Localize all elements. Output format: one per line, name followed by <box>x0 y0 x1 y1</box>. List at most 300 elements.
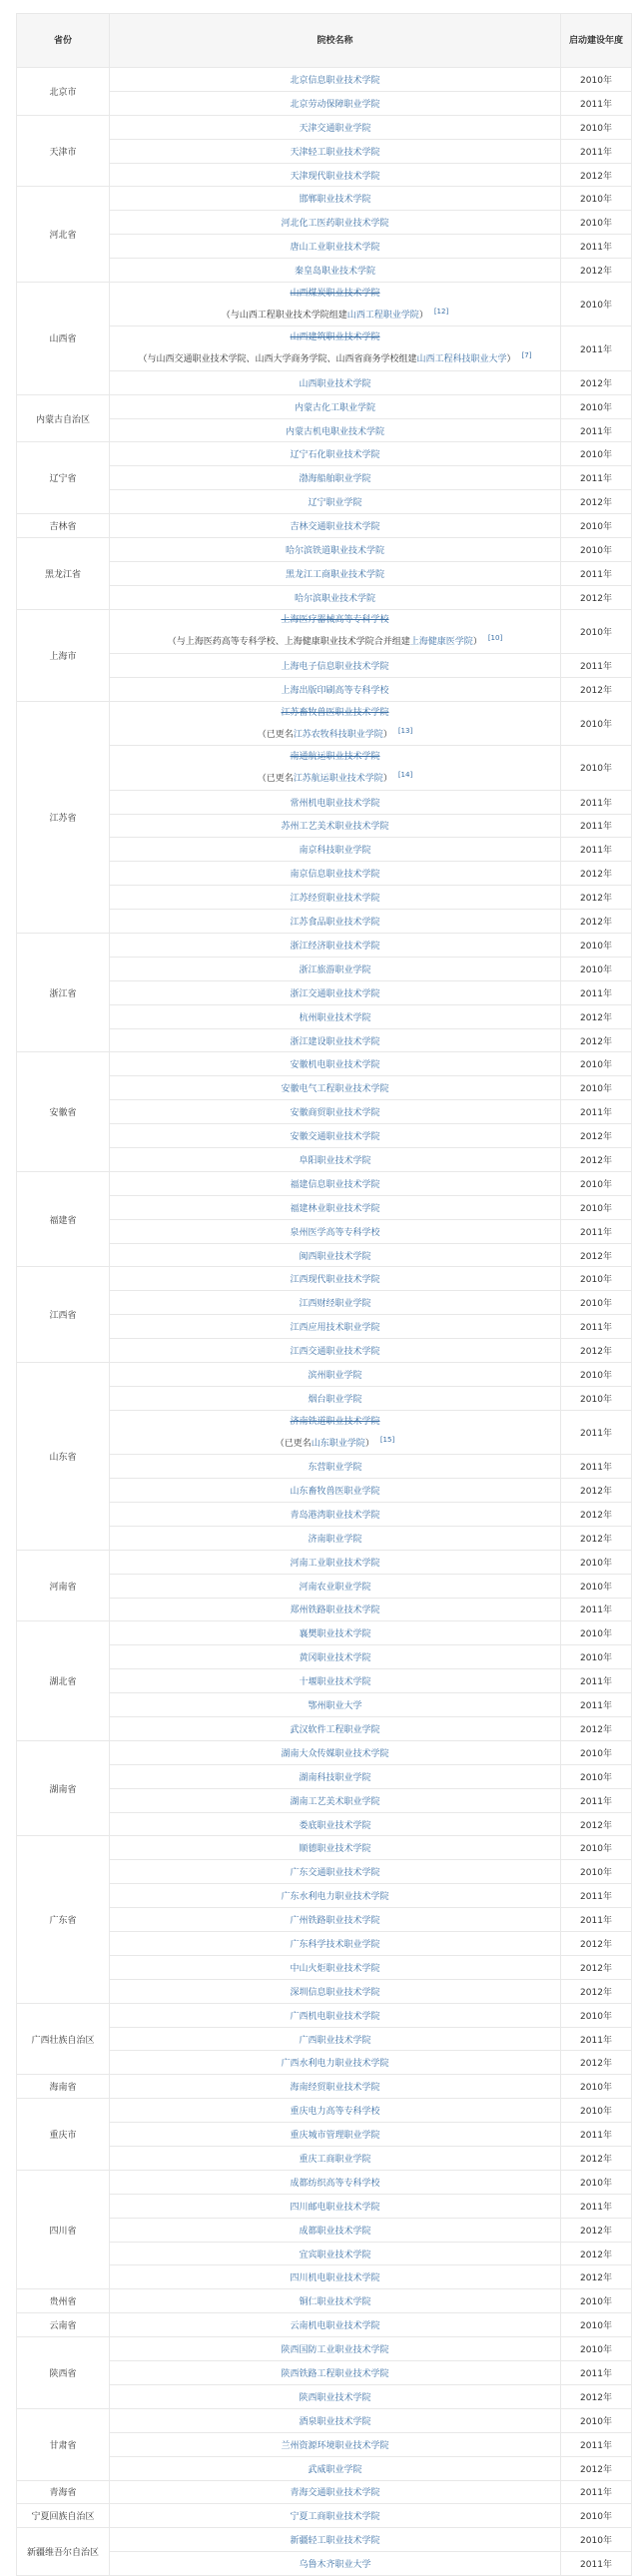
school-note <box>114 629 556 651</box>
school-cell <box>110 677 561 701</box>
province-cell: 山东省 <box>17 1363 110 1551</box>
school-link[interactable]: 杭州职业技术学院 <box>299 1012 371 1023</box>
school-link[interactable]: 福建林业职业技术学院 <box>290 1203 380 1214</box>
year-cell: 2012年 <box>561 2218 632 2242</box>
province-cell: 浙江省 <box>17 934 110 1052</box>
note-text: （与山西工程职业技术学院组建 <box>221 310 347 321</box>
school-cell <box>110 2194 561 2218</box>
year-cell: 2010年 <box>561 1764 632 1788</box>
year-cell: 2011年 <box>561 1598 632 1621</box>
school-link[interactable]: 海南经贸职业技术学院 <box>290 2083 380 2094</box>
school-link[interactable]: 陕西国防工业职业技术学院 <box>281 2345 389 2356</box>
school-link[interactable]: 安徽商贸职业技术学院 <box>290 1108 380 1119</box>
note-text-end: ） <box>418 310 428 321</box>
school-link[interactable]: 河南农业职业学院 <box>299 1582 371 1593</box>
school-link[interactable]: 安徽机电职业技术学院 <box>290 1060 380 1071</box>
year-cell: 2011年 <box>561 418 632 442</box>
school-link[interactable]: 陕西铁路工程职业技术学院 <box>281 2368 389 2379</box>
school-link[interactable]: 武汉软件工程职业学院 <box>290 1724 380 1735</box>
year-cell: 2010年 <box>561 1621 632 1645</box>
table-row <box>17 2003 632 2027</box>
school-cell <box>110 910 561 934</box>
year-cell: 2011年 <box>561 91 632 115</box>
year-cell: 2011年 <box>561 1315 632 1339</box>
province-cell: 海南省 <box>17 2075 110 2099</box>
table-row <box>17 1479 632 1503</box>
table-row <box>17 1219 632 1243</box>
reference-link[interactable]: [13] <box>397 726 413 735</box>
year-cell: 2010年 <box>561 1267 632 1291</box>
year-cell: 2010年 <box>561 1076 632 1100</box>
school-link[interactable]: 天津交通职业学院 <box>299 123 371 134</box>
reference-link[interactable]: [12] <box>433 307 449 316</box>
school-cell <box>110 814 561 838</box>
school-cell <box>110 1621 561 1645</box>
school-link[interactable]: 广东交通职业技术学院 <box>290 1868 380 1879</box>
table-row <box>17 490 632 514</box>
table-row <box>17 2218 632 2242</box>
table-row <box>17 2147 632 2171</box>
table-row <box>17 2194 632 2218</box>
school-link[interactable]: 湖南科技职业学院 <box>299 1772 371 1783</box>
table-row <box>17 980 632 1004</box>
note-school-link[interactable]: 山东职业学院 <box>311 1438 365 1449</box>
year-cell: 2012年 <box>561 1717 632 1741</box>
school-link[interactable]: 上海出版印刷高等专科学校 <box>281 685 389 696</box>
table-row <box>17 2361 632 2385</box>
school-link-former[interactable]: 山西煤炭职业技术学院 <box>290 288 380 299</box>
province-cell: 内蒙古自治区 <box>17 394 110 442</box>
school-cell <box>110 370 561 394</box>
school-cell <box>110 2337 561 2361</box>
table-row <box>17 609 632 653</box>
school-link-former[interactable]: 山西建筑职业技术学院 <box>290 332 380 343</box>
school-cell <box>110 1124 561 1148</box>
note-text: （与山西交通职业技术学院、山西大学商务学院、山西省商务学校组建 <box>138 354 417 365</box>
school-link[interactable]: 陕西职业技术学院 <box>299 2392 371 2403</box>
note-text-end: ） <box>382 729 392 740</box>
table-row <box>17 886 632 910</box>
school-cell <box>110 2170 561 2194</box>
school-cell <box>110 1479 561 1503</box>
note-school-link[interactable]: 上海健康医学院 <box>409 637 473 648</box>
school-cell <box>110 466 561 490</box>
table-row <box>17 370 632 394</box>
school-cell <box>110 1645 561 1669</box>
school-cell <box>110 2528 561 2552</box>
table-row <box>17 538 632 562</box>
school-link[interactable]: 江苏经贸职业技术学院 <box>290 894 380 905</box>
school-cell <box>110 1219 561 1243</box>
school-link[interactable]: 泉州医学高等专科学校 <box>290 1227 380 1238</box>
note-text: （已更名 <box>257 729 294 740</box>
school-cell <box>110 1267 561 1291</box>
school-cell <box>110 2432 561 2456</box>
note-school-link[interactable]: 江苏航运职业技术学院 <box>293 773 383 784</box>
table-row <box>17 1550 632 1574</box>
province-cell: 青海省 <box>17 2480 110 2504</box>
school-link-former[interactable]: 上海医疗器械高等专科学校 <box>281 615 389 626</box>
table-row <box>17 1502 632 1526</box>
table-row <box>17 91 632 115</box>
school-link[interactable]: 江西应用技术职业学院 <box>290 1323 380 1334</box>
school-link[interactable]: 青海交通职业技术学院 <box>290 2488 380 2499</box>
school-link[interactable]: 唐山工业职业技术学院 <box>290 243 380 254</box>
school-link[interactable]: 酒泉职业技术学院 <box>299 2416 371 2427</box>
school-link[interactable]: 天津现代职业技术学院 <box>290 171 380 182</box>
school-cell <box>110 235 561 259</box>
school-link[interactable]: 成都纺织高等专科学校 <box>290 2178 380 2189</box>
school-link[interactable]: 武威职业学院 <box>308 2464 362 2475</box>
school-link[interactable]: 黄冈职业技术学院 <box>299 1653 371 1664</box>
year-cell: 2012年 <box>561 2242 632 2265</box>
school-cell <box>110 538 561 562</box>
year-cell: 2012年 <box>561 163 632 187</box>
table-row <box>17 790 632 814</box>
school-cell <box>110 746 561 790</box>
year-cell: 2011年 <box>561 1788 632 1812</box>
reference-link[interactable]: [10] <box>487 634 503 643</box>
school-link[interactable]: 四川机电职业技术学院 <box>290 2273 380 2284</box>
table-row <box>17 187 632 211</box>
school-link[interactable]: 吉林交通职业技术学院 <box>290 522 380 533</box>
school-link[interactable]: 天津轻工职业技术学院 <box>290 147 380 158</box>
table-row <box>17 561 632 585</box>
year-cell: 2011年 <box>561 2432 632 2456</box>
school-link[interactable]: 安徽电气工程职业技术学院 <box>281 1084 389 1095</box>
school-cell <box>110 2456 561 2480</box>
school-note <box>114 346 556 368</box>
table-row <box>17 466 632 490</box>
note-school-link[interactable]: 江苏农牧科技职业学院 <box>293 729 383 740</box>
school-link[interactable]: 北京信息职业技术学院 <box>290 75 380 86</box>
year-cell: 2010年 <box>561 1645 632 1669</box>
school-cell <box>110 1171 561 1195</box>
school-link[interactable]: 重庆工商职业学院 <box>299 2154 371 2165</box>
province-cell: 广西壮族自治区 <box>17 2003 110 2075</box>
school-cell <box>110 980 561 1004</box>
school-link[interactable]: 山东畜牧兽医职业学院 <box>290 1487 380 1498</box>
table-row <box>17 1669 632 1693</box>
school-cell <box>110 91 561 115</box>
year-cell: 2012年 <box>561 1124 632 1148</box>
year-cell: 2010年 <box>561 934 632 958</box>
table-row <box>17 1908 632 1932</box>
school-link[interactable]: 兰州资源环境职业技术学院 <box>281 2440 389 2451</box>
school-link[interactable]: 阜阳职业技术学院 <box>299 1155 371 1166</box>
year-cell: 2011年 <box>561 235 632 259</box>
school-link[interactable]: 北京劳动保障职业学院 <box>290 99 380 110</box>
province-cell: 黑龙江省 <box>17 538 110 610</box>
school-link[interactable]: 浙江建设职业技术学院 <box>290 1036 380 1047</box>
school-link[interactable]: 浙江交通职业技术学院 <box>290 988 380 999</box>
table-row <box>17 2242 632 2265</box>
school-link[interactable]: 江西交通职业技术学院 <box>290 1347 380 1358</box>
school-cell <box>110 862 561 886</box>
school-link[interactable]: 重庆电力高等专科学校 <box>290 2107 380 2118</box>
table-row <box>17 1171 632 1195</box>
year-cell: 2010年 <box>561 2313 632 2337</box>
school-link[interactable]: 东营职业学院 <box>308 1463 362 1474</box>
table-row <box>17 1693 632 1717</box>
school-cell <box>110 2051 561 2075</box>
school-cell <box>110 1526 561 1550</box>
table-row <box>17 2051 632 2075</box>
table-row <box>17 1315 632 1339</box>
school-link[interactable]: 渤海船舶职业学院 <box>299 474 371 485</box>
school-link[interactable]: 广西职业技术学院 <box>299 2035 371 2046</box>
school-cell <box>110 187 561 211</box>
table-row <box>17 1100 632 1124</box>
table-row <box>17 283 632 326</box>
school-link[interactable]: 河北化工医药职业技术学院 <box>281 219 389 230</box>
year-cell: 2010年 <box>561 2075 632 2099</box>
school-link[interactable]: 济南职业学院 <box>308 1534 362 1545</box>
school-link[interactable]: 重庆城市管理职业学院 <box>290 2131 380 2142</box>
school-cell <box>110 585 561 609</box>
year-cell: 2012年 <box>561 862 632 886</box>
province-cell: 辽宁省 <box>17 442 110 514</box>
school-cell <box>110 2552 561 2576</box>
school-link[interactable]: 福建信息职业技术学院 <box>290 1179 380 1190</box>
table-row <box>17 1124 632 1148</box>
school-link[interactable]: 辽宁石化职业技术学院 <box>290 450 380 461</box>
table-row <box>17 746 632 790</box>
school-cell <box>110 1860 561 1884</box>
note-text: （已更名 <box>257 773 294 784</box>
school-note <box>114 722 556 744</box>
year-cell: 2012年 <box>561 370 632 394</box>
year-cell: 2012年 <box>561 2051 632 2075</box>
school-link[interactable]: 云南机电职业技术学院 <box>290 2321 380 2332</box>
table-row <box>17 139 632 163</box>
year-cell: 2011年 <box>561 1219 632 1243</box>
table-row <box>17 1598 632 1621</box>
school-link[interactable]: 湖南工艺美术职业学院 <box>290 1796 380 1807</box>
school-link[interactable]: 湖南大众传媒职业技术学院 <box>281 1748 389 1759</box>
table-row <box>17 2123 632 2147</box>
school-link[interactable]: 广东水利电力职业技术学院 <box>281 1892 389 1903</box>
school-link-former[interactable]: 济南铁道职业技术学院 <box>290 1416 380 1427</box>
school-link[interactable]: 广州铁路职业技术学院 <box>290 1916 380 1927</box>
school-link[interactable]: 江西财经职业学院 <box>299 1299 371 1310</box>
year-cell: 2012年 <box>561 1148 632 1172</box>
school-cell <box>110 1908 561 1932</box>
school-cell <box>110 163 561 187</box>
school-link[interactable]: 山西职业技术学院 <box>299 378 371 389</box>
table-row <box>17 418 632 442</box>
year-cell: 2010年 <box>561 2408 632 2432</box>
school-link-former[interactable]: 南通航运职业技术学院 <box>290 751 380 762</box>
reference-link[interactable]: [7] <box>521 351 532 360</box>
school-cell <box>110 1740 561 1764</box>
school-cell <box>110 1363 561 1387</box>
school-link[interactable]: 浙江旅游职业学院 <box>299 965 371 975</box>
year-cell: 2011年 <box>561 561 632 585</box>
table-row <box>17 1291 632 1315</box>
year-cell: 2011年 <box>561 326 632 370</box>
school-link[interactable]: 江西现代职业技术学院 <box>290 1275 380 1286</box>
school-cell <box>110 259 561 283</box>
school-cell <box>110 1243 561 1267</box>
school-cell <box>110 1455 561 1479</box>
school-link[interactable]: 中山火炬职业技术学院 <box>290 1963 380 1974</box>
school-link[interactable]: 郑州铁路职业技术学院 <box>290 1606 380 1616</box>
note-text-end: ） <box>364 1438 374 1449</box>
year-cell: 2010年 <box>561 2003 632 2027</box>
province-cell: 上海市 <box>17 609 110 701</box>
year-cell: 2010年 <box>561 609 632 653</box>
table-row <box>17 1836 632 1860</box>
note-text-end: ） <box>506 354 516 365</box>
school-link[interactable]: 常州机电职业技术学院 <box>290 798 380 809</box>
school-cell <box>110 1836 561 1860</box>
province-cell: 新疆维吾尔自治区 <box>17 2528 110 2576</box>
school-cell <box>110 211 561 235</box>
year-cell: 2010年 <box>561 2504 632 2528</box>
school-link[interactable]: 烟台职业学院 <box>308 1394 362 1405</box>
school-cell <box>110 490 561 514</box>
year-cell: 2011年 <box>561 1669 632 1693</box>
school-link[interactable]: 广东科学技术职业学院 <box>290 1939 380 1950</box>
province-cell: 山西省 <box>17 283 110 395</box>
header-school: 院校名称 <box>110 14 561 68</box>
school-link[interactable]: 顺德职业技术学院 <box>299 1844 371 1855</box>
year-cell: 2011年 <box>561 1693 632 1717</box>
school-link[interactable]: 苏州工艺美术职业技术学院 <box>281 822 389 833</box>
school-cell <box>110 1291 561 1315</box>
school-link[interactable]: 内蒙古机电职业技术学院 <box>285 426 384 437</box>
note-text: （与上海医药高等专科学校、上海健康职业技术学院合并组建 <box>167 637 410 648</box>
reference-link[interactable]: [15] <box>379 1435 395 1444</box>
province-cell: 江西省 <box>17 1267 110 1363</box>
school-cell <box>110 2099 561 2123</box>
school-link[interactable]: 铜仁职业技术学院 <box>299 2297 371 2308</box>
reference-link[interactable]: [14] <box>397 770 413 779</box>
school-cell <box>110 2003 561 2027</box>
year-cell: 2010年 <box>561 514 632 538</box>
school-cell <box>110 1386 561 1410</box>
school-cell <box>110 2265 561 2289</box>
table-row <box>17 1455 632 1479</box>
table-row <box>17 2099 632 2123</box>
school-link[interactable]: 宁夏工商职业技术学院 <box>290 2512 380 2523</box>
table-row <box>17 2027 632 2051</box>
school-link[interactable]: 闽西职业技术学院 <box>299 1251 371 1262</box>
school-link[interactable]: 黑龙江工商职业技术学院 <box>285 569 384 580</box>
school-link[interactable]: 哈尔滨铁道职业技术学院 <box>285 545 384 556</box>
year-cell: 2012年 <box>561 1479 632 1503</box>
school-cell <box>110 1100 561 1124</box>
table-row <box>17 394 632 418</box>
school-link[interactable]: 广西水利电力职业技术学院 <box>281 2059 389 2070</box>
province-cell: 贵州省 <box>17 2289 110 2313</box>
school-link[interactable]: 十堰职业技术学院 <box>299 1677 371 1688</box>
table-row <box>17 1764 632 1788</box>
year-cell: 2010年 <box>561 1363 632 1387</box>
table-row <box>17 2408 632 2432</box>
year-cell: 2012年 <box>561 585 632 609</box>
school-cell <box>110 1195 561 1219</box>
school-cell <box>110 1788 561 1812</box>
school-link[interactable]: 深圳信息职业技术学院 <box>290 1987 380 1998</box>
school-note <box>114 766 556 788</box>
school-link[interactable]: 新疆轻工职业技术学院 <box>290 2536 380 2547</box>
school-cell <box>110 2123 561 2147</box>
school-cell <box>110 2218 561 2242</box>
year-cell: 2010年 <box>561 283 632 326</box>
school-link[interactable]: 邯郸职业技术学院 <box>299 195 371 206</box>
school-link[interactable]: 浙江经济职业技术学院 <box>290 941 380 952</box>
table-row <box>17 442 632 466</box>
year-cell: 2010年 <box>561 701 632 745</box>
school-link-former[interactable]: 江苏畜牧兽医职业技术学院 <box>281 707 389 718</box>
table-row <box>17 2432 632 2456</box>
table-row <box>17 1363 632 1387</box>
school-link[interactable]: 乌鲁木齐职业大学 <box>299 2560 371 2571</box>
school-cell <box>110 1669 561 1693</box>
school-cell <box>110 1315 561 1339</box>
table-row <box>17 2170 632 2194</box>
table-row <box>17 1028 632 1052</box>
school-link[interactable]: 南京信息职业技术学院 <box>290 870 380 881</box>
school-link[interactable]: 上海电子信息职业技术学院 <box>281 662 389 673</box>
school-link[interactable]: 南京科技职业学院 <box>299 846 371 857</box>
table-row <box>17 1788 632 1812</box>
table-row <box>17 1955 632 1979</box>
year-cell: 2010年 <box>561 746 632 790</box>
school-link[interactable]: 哈尔滨职业技术学院 <box>294 593 375 604</box>
school-link[interactable]: 广西机电职业技术学院 <box>290 2011 380 2022</box>
school-link[interactable]: 秦皇岛职业技术学院 <box>294 267 375 278</box>
school-cell <box>110 2075 561 2099</box>
table-row <box>17 862 632 886</box>
year-cell: 2012年 <box>561 2384 632 2408</box>
table-row <box>17 326 632 370</box>
school-link[interactable]: 滨州职业学院 <box>308 1370 362 1381</box>
school-link[interactable]: 鄂州职业大学 <box>308 1701 362 1712</box>
school-link[interactable]: 娄底职业技术学院 <box>299 1820 371 1831</box>
school-link[interactable]: 内蒙古化工职业学院 <box>294 402 375 413</box>
year-cell: 2010年 <box>561 394 632 418</box>
year-cell: 2012年 <box>561 259 632 283</box>
table-row <box>17 2480 632 2504</box>
table-row <box>17 1004 632 1028</box>
school-link[interactable]: 宜宾职业技术学院 <box>299 2250 371 2260</box>
province-cell: 湖南省 <box>17 1740 110 1836</box>
school-link[interactable]: 青岛港湾职业技术学院 <box>290 1510 380 1521</box>
school-link[interactable]: 成都职业技术学院 <box>299 2226 371 2237</box>
school-link[interactable]: 四川邮电职业技术学院 <box>290 2202 380 2213</box>
year-cell: 2010年 <box>561 1171 632 1195</box>
school-cell <box>110 1004 561 1028</box>
school-link[interactable]: 安徽交通职业技术学院 <box>290 1132 380 1143</box>
year-cell: 2010年 <box>561 2099 632 2123</box>
table-row <box>17 211 632 235</box>
year-cell: 2012年 <box>561 2456 632 2480</box>
year-cell: 2010年 <box>561 957 632 980</box>
school-link[interactable]: 襄樊职业技术学院 <box>299 1629 371 1640</box>
note-school-link[interactable]: 山西工程科技职业大学 <box>416 354 507 365</box>
school-cell <box>110 139 561 163</box>
table-row <box>17 1195 632 1219</box>
note-school-link[interactable]: 山西工程职业学院 <box>346 310 419 321</box>
school-link[interactable]: 辽宁职业学院 <box>308 498 362 509</box>
school-link[interactable]: 江苏食品职业技术学院 <box>290 918 380 929</box>
province-cell: 陕西省 <box>17 2337 110 2409</box>
school-link[interactable]: 河南工业职业技术学院 <box>290 1558 380 1569</box>
header-province: 省份 <box>17 14 110 68</box>
